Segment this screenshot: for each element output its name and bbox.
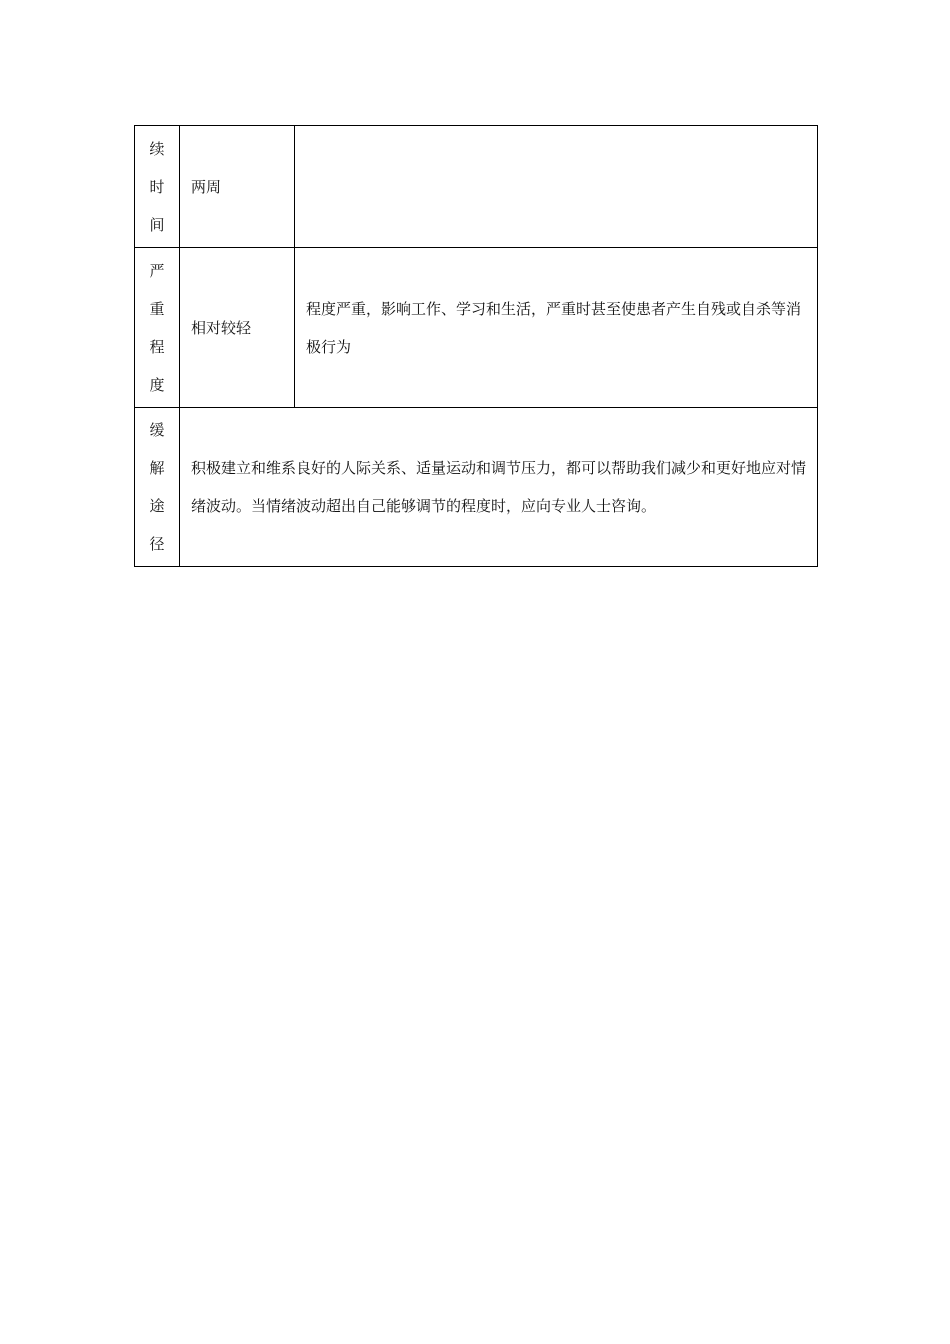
cell-text: 两周 xyxy=(191,177,222,196)
cell-disorder-severity xyxy=(295,248,818,408)
row-header-char: 续 xyxy=(149,139,165,158)
row-header-relief xyxy=(135,408,180,567)
row-header-char: 度 xyxy=(149,375,165,394)
row-header-char: 途 xyxy=(149,497,165,515)
row-header-char: 严 xyxy=(149,261,165,280)
row-header-char: 程 xyxy=(149,337,165,356)
row-header-char: 重 xyxy=(149,299,165,318)
row-header-char: 径 xyxy=(149,535,165,553)
row-header-char: 间 xyxy=(149,215,165,234)
row-header-char: 时 xyxy=(149,177,165,196)
cell-emotion-severity xyxy=(180,248,295,408)
row-header-duration xyxy=(135,126,180,248)
comparison-table xyxy=(134,125,818,567)
row-header-severity xyxy=(135,248,180,408)
cell-text: 相对较轻 xyxy=(191,318,252,337)
cell-emotion-duration xyxy=(180,126,295,248)
row-header-char: 缓 xyxy=(149,421,165,439)
cell-text: 程度严重，影响工作、学习和生活，严重时甚至使患者产生自残或自杀等消极行为 xyxy=(306,299,802,356)
table-row-relief xyxy=(135,408,818,567)
cell-relief-methods xyxy=(180,408,818,567)
row-header-char: 解 xyxy=(149,459,165,477)
table-row-duration xyxy=(135,126,818,248)
cell-text: 积极建立和维系良好的人际关系、适量运动和调节压力，都可以帮助我们减少和更好地应对情绪波动。当情绪波动超出自己能够调节的程度时，应向专业人士咨询。 xyxy=(191,459,807,515)
table-row-severity xyxy=(135,248,818,408)
cell-disorder-duration xyxy=(295,126,818,248)
